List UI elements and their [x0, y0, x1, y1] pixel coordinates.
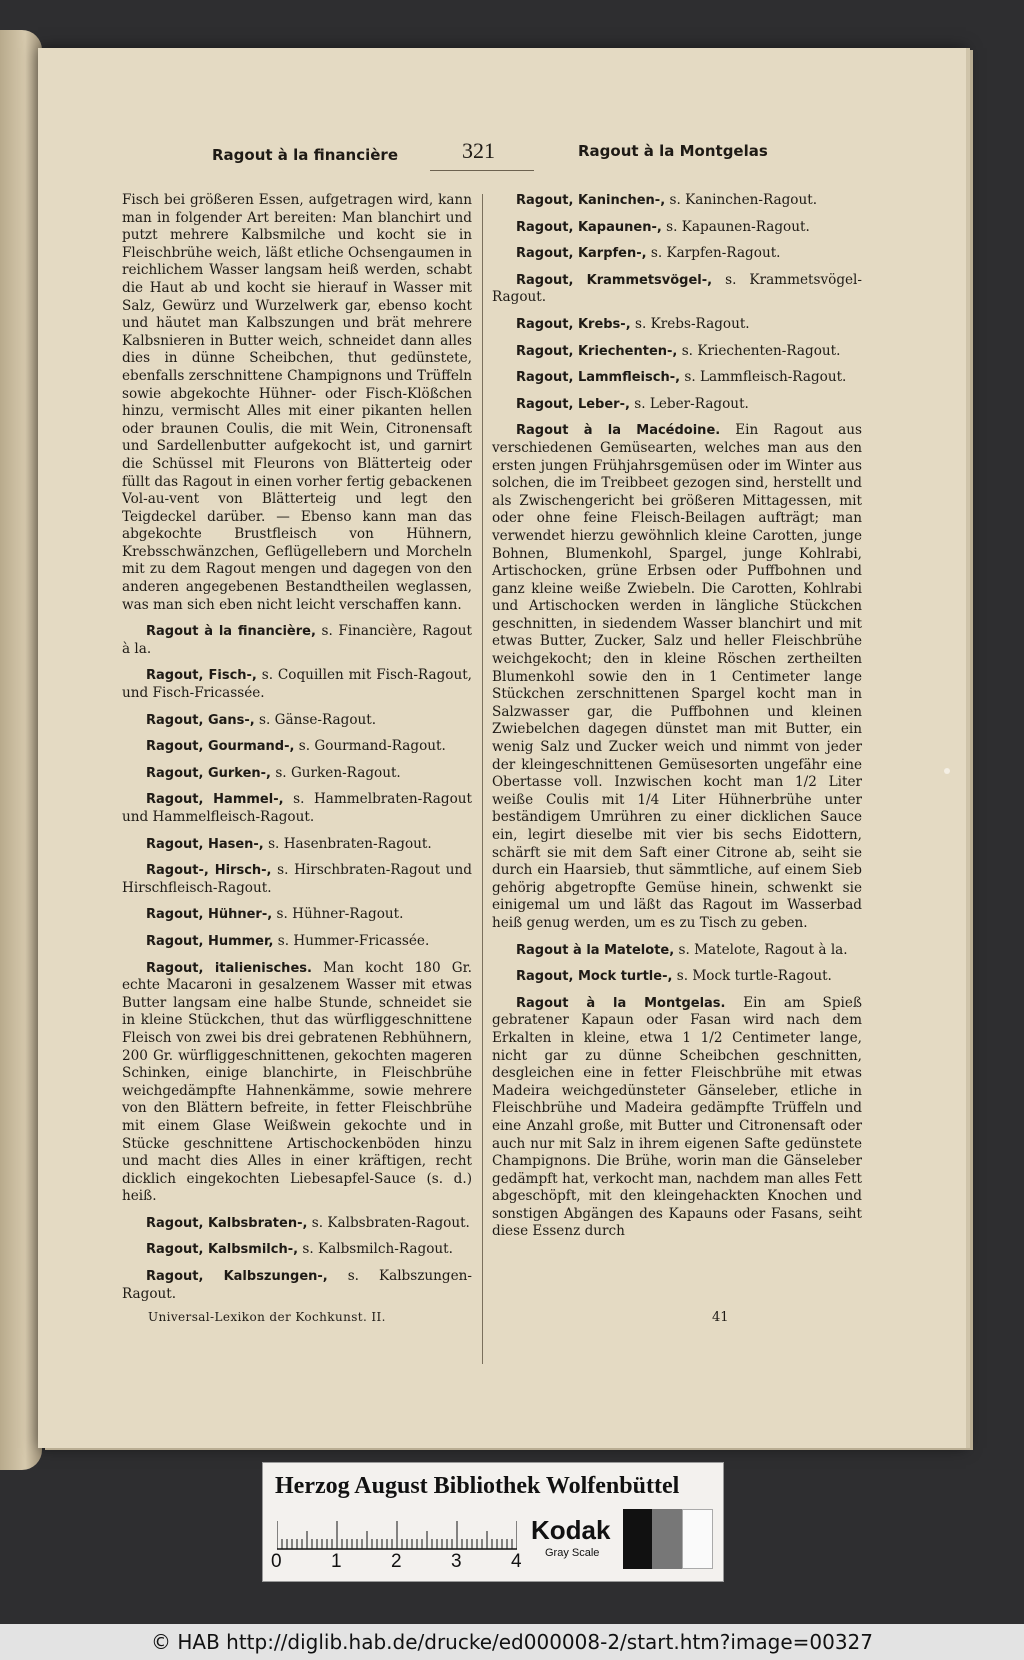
copyright-bar [0, 1624, 1024, 1660]
footer-sheet-number: 41 [712, 1310, 729, 1325]
gray-scale-label: Gray Scale [545, 1547, 600, 1559]
entry-headword: Ragout, Gourmand-, [146, 739, 295, 755]
entry-text: s. Coquillen mit Fisch-Ragout, und Fisch-Fricassée. [122, 667, 472, 702]
entry-text: s. Lammfleisch-Ragout. [680, 369, 847, 386]
dictionary-entry [492, 245, 862, 263]
entry-headword: Ragout, Fisch-, [146, 668, 257, 684]
dictionary-entry [492, 369, 862, 387]
entry-headword: Ragout, Gans-, [146, 712, 255, 728]
dictionary-entry [122, 765, 472, 783]
dictionary-entry [122, 1241, 472, 1259]
column-divider [482, 194, 483, 1364]
dictionary-entry [122, 192, 472, 614]
dictionary-entry [122, 933, 472, 951]
entry-text: s. Hühner-Ragout. [272, 906, 404, 923]
entry-headword: Ragout, Kalbsbraten-, [146, 1215, 308, 1231]
entry-text: s. Karpfen-Ragout. [646, 245, 781, 262]
dictionary-entry [122, 738, 472, 756]
entry-headword: Ragout, Kaninchen-, [516, 193, 666, 208]
dictionary-entry [492, 272, 862, 307]
entry-headword: Ragout, italienisches. [146, 960, 312, 976]
entry-text: Ein am Spieß gebratener Kapaun oder Fasan wird nach dem Erkalten in kleine, etwa 1 1/2 Centimeter lange, nicht gar zu dünne Scheibchen geschnitten, desgleichen eine in fetter Fleischbrühe mit etwas Madeira weichgedünsteter Gänseleber, etliche in Fleischbrühe und Madeira gedämpfte Trüffeln und eine Anzahl große, mit Butter und Citronensaft oder auch nur mit Salz in ihrem eigenen Safte gedünstete Champignons. Die Brühe, worin man die Gänseleber gedämpft hat, verkocht man, nachdem man alles Fett abgeschöpft, mit den kleingehackten Knochen und sonstigen Abgängen des Kapauns oder Fasans, seiht diese Essenz durch [492, 994, 862, 1240]
dictionary-entry [122, 791, 472, 826]
entry-headword: Ragout, Hammel-, [146, 792, 284, 808]
entry-headword: Ragout à la Montgelas. [516, 995, 726, 1011]
entry-headword: Ragout, Kriechenten-, [516, 343, 678, 359]
ruler-number: 2 [391, 1551, 402, 1572]
entry-text: Fisch bei größeren Essen, aufgetragen wird, kann man in folgender Art bereiten: Man blanchirt und putzt mehrere Kalbsmilche und kocht sie in Fleischbrühe weich, läßt etliche Ochsengaumen in reichlichem Wasser langsam heiß werden, schabt die Haut ab und kocht sie hierauf in Wasser mit Salz, Gewürz und Wurzelwerk gar, ebenso kocht und häutet man Kalbszungen und brät mehrere Kalbsnieren in Butter weich, schneidet dann alles dies in dünne Scheibchen, thut gedünstete, ebenfalls zerschnittene Champignons und Trüffeln sowie abgekochte Hühner- oder Fisch-Klößchen hinzu, vermischt Alles mit einer pikanten hellen oder braunen Coulis, die mit Wein, Citronensaft und Sardellenbutter aufgekocht ist, und garnirt die Schüssel mit Fleurons von Blätterteig oder füllt das Ragout in einen vorher fertig gebackenen Vol-au-vent von Blätterteig und legt den Teigdeckel darüber. — Ebenso kann man das abgekochte Brustfleisch von Hühnern, Krebsschwänzchen, Geflügellebern und Morcheln mit zu dem Ragout mengen und dagegen von den anderen angegebenen Bestandtheilen weglassen, was man sich eben nicht leicht verschaffen kann. [122, 192, 472, 613]
entry-text: s. Gänse-Ragout. [254, 711, 377, 728]
entry-text: s. Gourmand-Ragout. [294, 738, 446, 755]
entry-headword: Ragout, Kalbsmilch-, [146, 1242, 299, 1258]
entry-text: s. Kalbszungen-Ragout. [122, 1268, 472, 1302]
entry-headword: Ragout à la Macédoine. [516, 423, 721, 439]
entry-headword: Ragout, Mock turtle-, [516, 969, 673, 985]
entry-text: s. Krebs-Ragout. [630, 315, 750, 332]
entry-text: s. Matelote, Ragout à la. [674, 941, 848, 958]
ruler-number: 3 [451, 1551, 462, 1572]
kodak-logo: Kodak [531, 1515, 611, 1545]
header-left-title: Ragout à la financière [212, 146, 398, 164]
entry-headword: Ragout, Krebs-, [516, 316, 631, 332]
ruler-scale [277, 1519, 517, 1553]
entry-text: s. Kalbsbraten-Ragout. [307, 1214, 470, 1231]
entry-text: s. Krammetsvögel-Ragout. [492, 271, 863, 306]
entry-headword: Ragout à la financière, [146, 624, 316, 640]
page-number: 321 [462, 138, 495, 163]
entry-text: s. Financière, Ragout à la. [122, 623, 472, 657]
entry-text: Ein Ragout aus verschiedenen Gemüsearten, welches man aus den ersten jungen Frühjahrsgemüsen oder im Winter aus solchen, die im Treibbeet gezogen sind, herstellt und als Zwischengericht bei größeren Mittagessen, mit oder ohne feine Fleisch-Beilagen aufträgt; man verwendet hierzu gewöhnlich kleine Carotten, junge Bohnen, Blumenkohl, Spargel, junge Kohlrabi, Artischocken, grüne Erbsen oder Puffbohnen und ganz kleine weiße Zwiebeln. Die Carotten, Kohlrabi und Artischocken werden in längliche Stückchen geschnitten, in siedendem Wasser blanchirt und mit etwas Butter, Zucker, Salz und heller Fleischbrühe weichgekocht; den in kleine Röschen zertheilten Blumenkohl sowie den in 1 Centimeter lange Stückchen zerschnittenen Spargel kocht man in Salzwasser gar, die Puffbohnen und kleinen Zwiebelchen dagegen dünstet man mit Butter, ein wenig Salz und Zucker weich und nimmt von jeder der kleingeschnittenen Gemüsesorten ungefähr eine Obertasse voll. Inzwischen kocht man 1/2 Liter weiße Coulis mit 1/4 Liter Hühnerbrühe unter beständigem Umrühren zu einer dicklichen Sauce ein, legirt dieselbe mit vier bis sechs Eidottern, schärft sie mit dem Saft einer Citrone ab, seiht sie durch ein Haarsieb, thut sämmtliche, auf einem Sieb gehörig abgetropfte Gemüse hinein, schwenkt sie einigemal um und läßt das Ragout im Wasserbad heiß genug werden, um es zu Tisch zu geben. [492, 422, 862, 931]
dictionary-entry [122, 906, 472, 924]
dictionary-entry [122, 836, 472, 854]
dictionary-entry [492, 396, 862, 414]
previous-page-edge [0, 30, 42, 1470]
dictionary-entry [122, 623, 472, 658]
library-title: Herzog August Bibliothek Wolfenbüttel [275, 1473, 680, 1499]
dictionary-entry [492, 995, 862, 1241]
entry-headword: Ragout, Krammetsvögel-, [516, 272, 713, 288]
swatch-white [682, 1509, 713, 1569]
dictionary-entry [122, 862, 472, 897]
book-page [38, 48, 966, 1448]
entry-headword: Ragout, Hasen-, [146, 836, 264, 852]
swatch-black [623, 1509, 652, 1569]
color-target-card [262, 1462, 724, 1582]
entry-headword: Ragout, Hummer, [146, 933, 274, 949]
left-column [122, 192, 472, 1312]
entry-headword: Ragout, Kapaunen-, [516, 219, 662, 235]
ruler-number: 1 [331, 1551, 342, 1572]
dictionary-entry [122, 960, 472, 1206]
entry-text: s. Gurken-Ragout. [271, 764, 401, 781]
entry-text: Man kocht 180 Gr. echte Macaroni in gesalzenem Wasser mit etwas Butter langsam eine halbe Stunde, schneidet sie in kleine Stückchen, thut das würfliggeschnittene Fleisch von zwei bis drei gebratenen Rebhühnern, 200 Gr. würfliggeschnittenen, gekochten mageren Schinken, einige blanchirte, in Fleischbrühe weichgedämpfte Hahnenkämme, sowie mehrere von den Blättern befreite, in fetter Fleischbrühe mit einem Glase Weißwein gekochte und in Stücke geschnittene Artischockenböden hinzu und macht dies Alles in einer kräftigen, recht dicklich eingekochten Liebesapfel-Sauce (s. d.) heiß. [122, 959, 472, 1205]
page-spot [944, 768, 950, 774]
dictionary-entry [122, 667, 472, 702]
dictionary-entry [492, 316, 862, 334]
entry-text: s. Kapaunen-Ragout. [661, 218, 810, 235]
entry-text: s. Kaninchen-Ragout. [665, 192, 818, 208]
swatch-gray [652, 1509, 681, 1569]
entry-headword: Ragout, Gurken-, [146, 765, 271, 781]
right-column [492, 192, 862, 1250]
entry-text: s. Hammelbraten-Ragout und Hammelfleisch-Ragout. [122, 791, 472, 825]
footer-signature: Universal-Lexikon der Kochkunst. II. [148, 1310, 386, 1324]
entry-text: s. Kalbsmilch-Ragout. [298, 1241, 453, 1258]
entry-text: s. Leber-Ragout. [629, 395, 749, 412]
dictionary-entry [122, 712, 472, 730]
entry-text: s. Hummer-Fricassée. [273, 932, 430, 949]
entry-headword: Ragout, Leber-, [516, 396, 630, 412]
entry-text: s. Hirschbraten-Ragout und Hirschfleisch-Ragout. [122, 862, 472, 896]
entry-headword: Ragout, Kalbszungen-, [146, 1269, 328, 1285]
dictionary-entry [492, 219, 862, 237]
entry-headword: Ragout-, Hirsch-, [146, 863, 272, 879]
header-rule [430, 170, 534, 171]
dictionary-entry [492, 422, 862, 932]
entry-headword: Ragout, Lammfleisch-, [516, 370, 681, 386]
dictionary-entry [492, 192, 862, 210]
copyright-url: © HAB http://diglib.hab.de/drucke/ed000008-2/start.htm?image=00327 [150, 1630, 874, 1654]
dictionary-entry [122, 1215, 472, 1233]
ruler-number: 4 [511, 1551, 522, 1572]
entry-headword: Ragout, Hühner-, [146, 907, 273, 923]
dictionary-entry [122, 1268, 472, 1303]
gray-swatches [623, 1509, 713, 1569]
entry-text: s. Hasenbraten-Ragout. [263, 835, 432, 852]
entry-headword: Ragout à la Matelote, [516, 942, 675, 958]
entry-headword: Ragout, Karpfen-, [516, 246, 647, 262]
dictionary-entry [492, 343, 862, 361]
dictionary-entry [492, 942, 862, 960]
ruler-number: 0 [271, 1551, 282, 1572]
entry-text: s. Mock turtle-Ragout. [672, 968, 832, 985]
running-header [38, 132, 966, 180]
entry-text: s. Kriechenten-Ragout. [677, 342, 841, 359]
header-right-title: Ragout à la Montgelas [578, 142, 768, 160]
dictionary-entry [492, 968, 862, 986]
